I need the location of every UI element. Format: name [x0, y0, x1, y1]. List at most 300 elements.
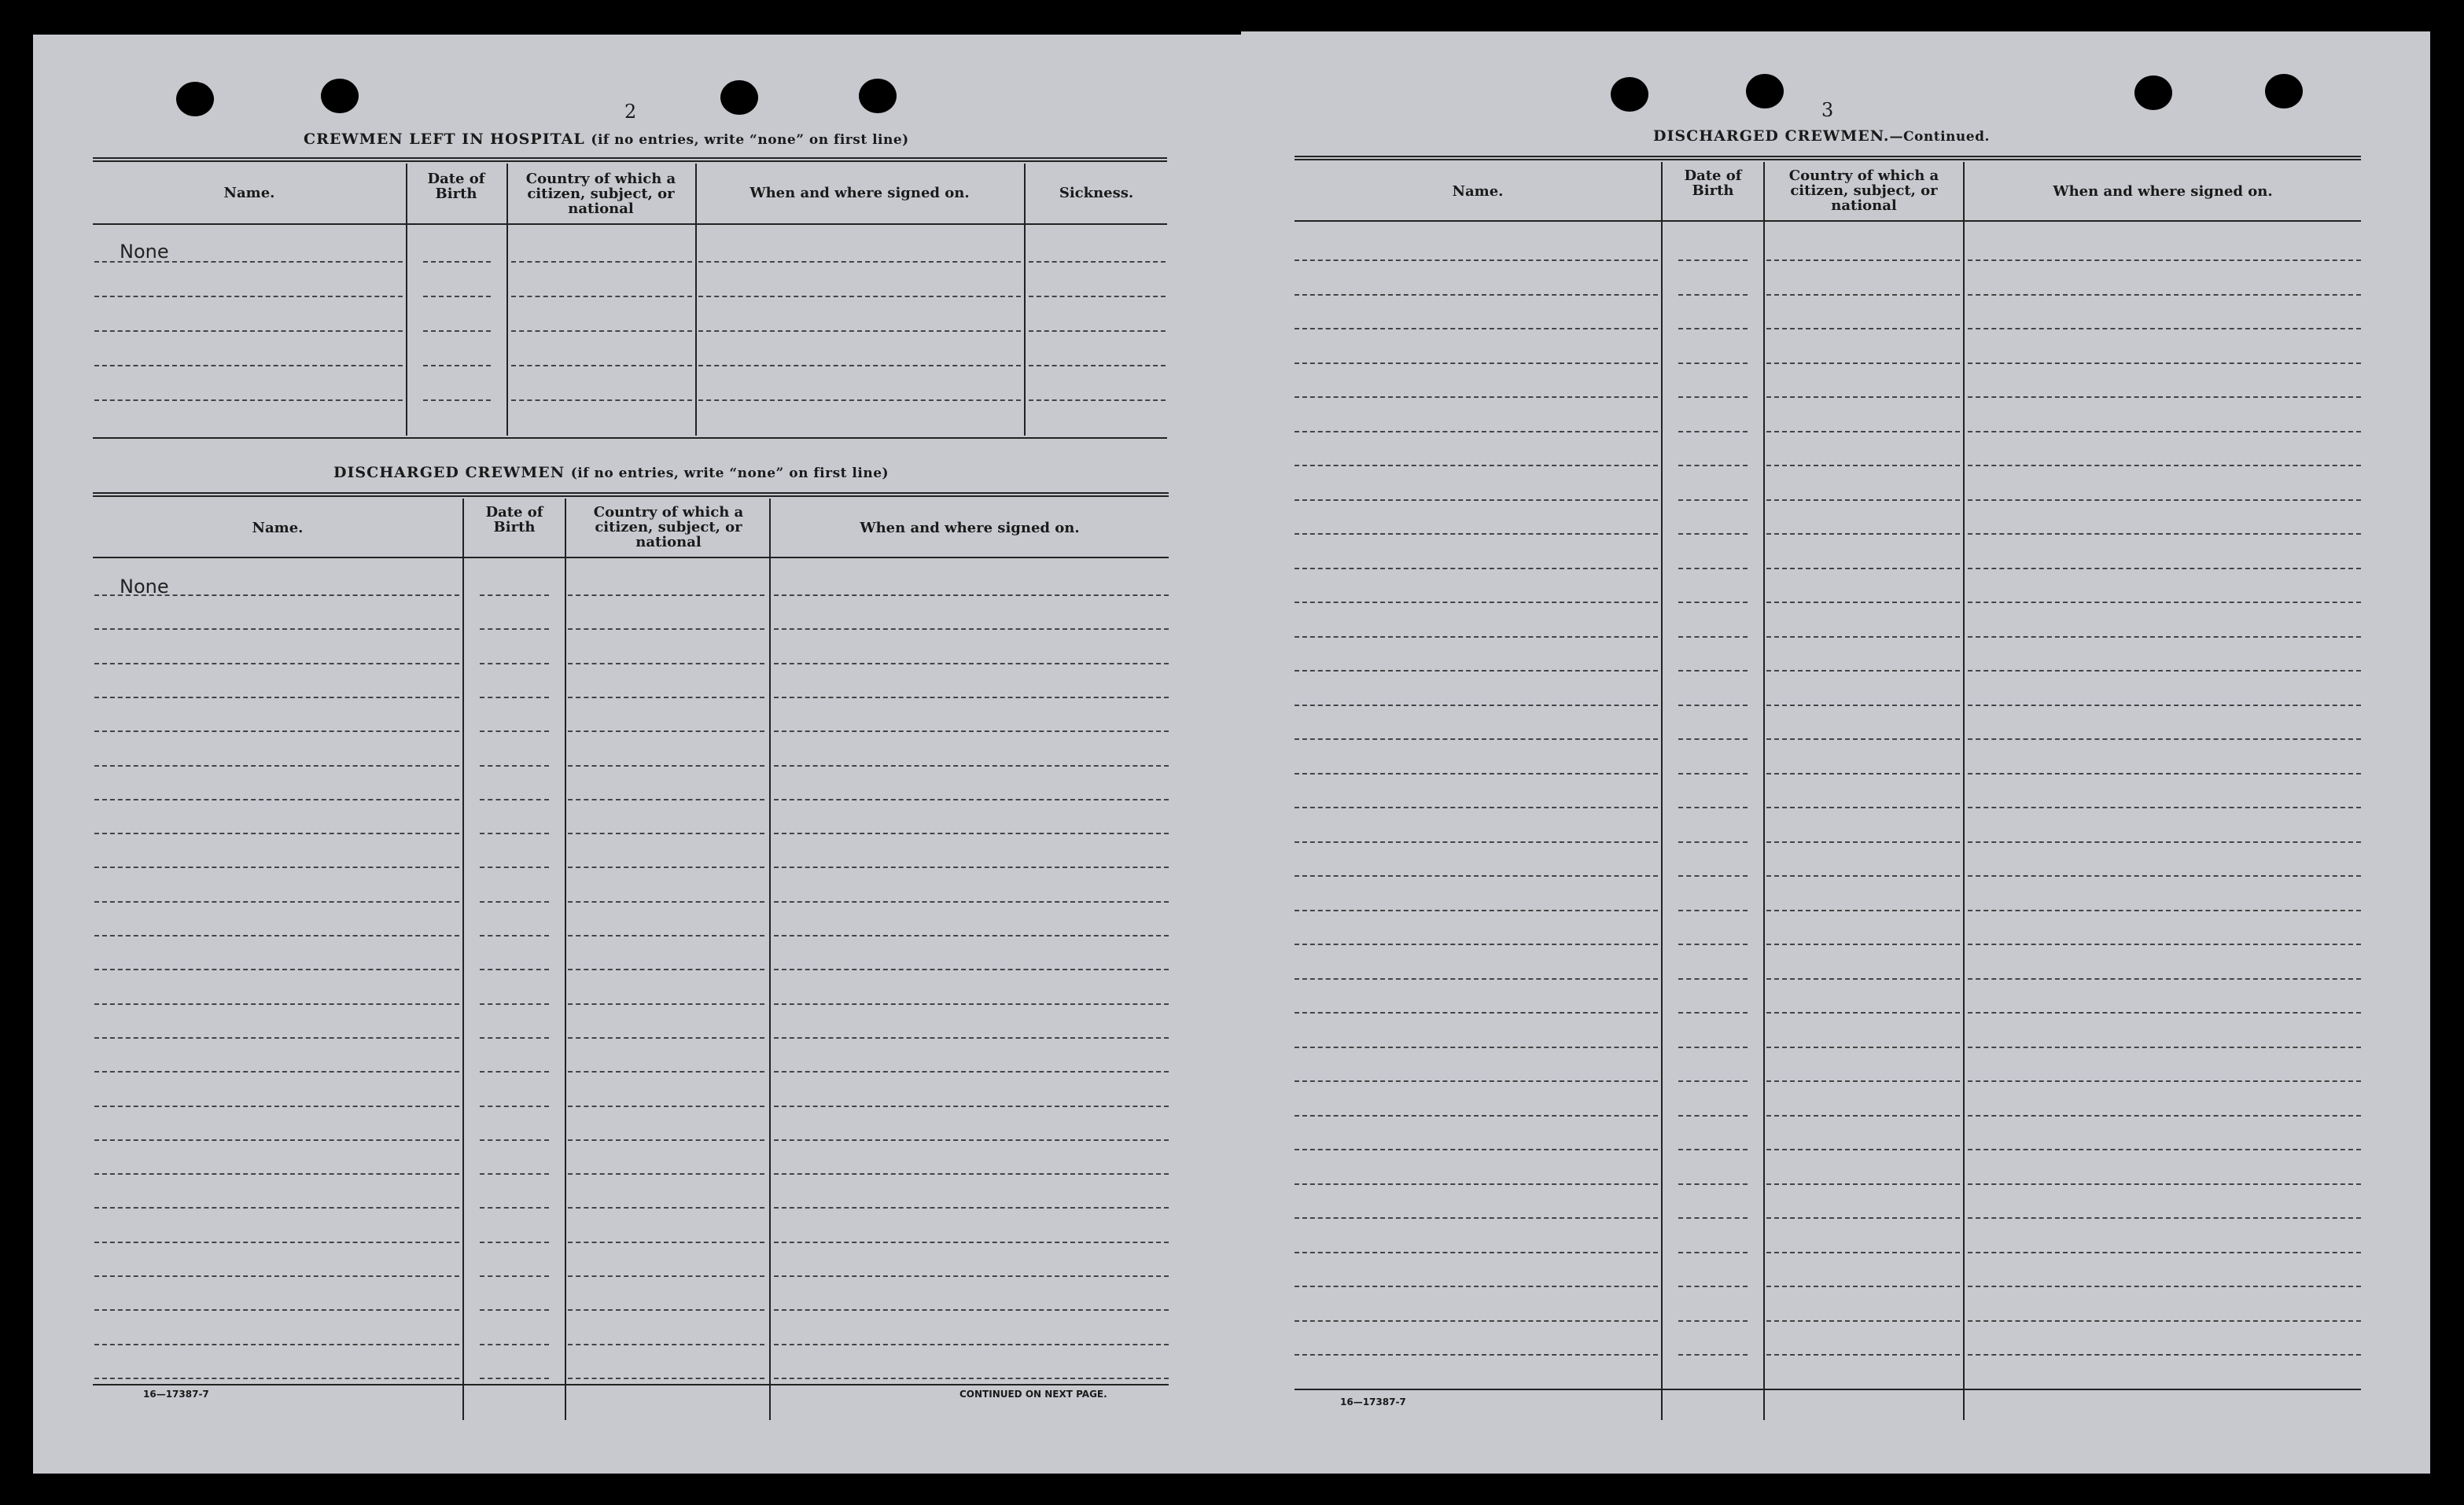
ruled-line — [94, 365, 403, 366]
col-header-dob: Date of Birth — [1684, 167, 1742, 199]
col-header-when-where: When and where signed on. — [860, 520, 1080, 536]
hospital-bottom-rule — [93, 437, 1167, 439]
ruled-line — [480, 697, 549, 698]
ruled-line — [94, 296, 403, 297]
ruled-line — [480, 663, 549, 664]
ruled-line — [1766, 773, 1960, 775]
ruled-line — [1295, 1149, 1658, 1150]
ruled-line — [774, 1275, 1169, 1277]
ruled-line — [774, 1003, 1169, 1005]
ruled-line — [1678, 910, 1748, 911]
ruled-line — [698, 296, 1021, 297]
continued-top-rule — [1295, 156, 2361, 160]
ruled-line — [480, 1173, 549, 1175]
ruled-line — [94, 867, 459, 868]
continued-title-text: DISCHARGED CREWMEN. — [1653, 127, 1890, 145]
ruled-line — [1678, 1354, 1748, 1356]
ruled-line — [94, 1242, 459, 1243]
ruled-line — [1766, 1115, 1960, 1117]
ruled-line — [1766, 944, 1960, 945]
ruled-line — [480, 1378, 549, 1379]
ruled-line — [1968, 944, 2361, 945]
ruled-line — [1295, 1354, 1658, 1356]
ruled-line — [698, 261, 1021, 263]
ruled-line — [480, 867, 549, 868]
ruled-line — [94, 1106, 459, 1107]
ruled-line — [1295, 259, 1658, 261]
ruled-line — [1295, 1320, 1658, 1322]
ruled-line — [1678, 328, 1748, 329]
punch-hole — [720, 80, 758, 115]
ruled-line — [423, 365, 491, 366]
column-divider — [565, 499, 566, 1420]
col-header-name: Name. — [1452, 183, 1504, 200]
ruled-line — [480, 1207, 549, 1209]
ruled-line — [1766, 602, 1960, 603]
ruled-line — [1766, 1354, 1960, 1356]
ruled-line — [1678, 465, 1748, 466]
ruled-line — [480, 1275, 549, 1277]
ruled-line — [1295, 944, 1658, 945]
ruled-line — [774, 1173, 1169, 1175]
ruled-line — [94, 1309, 459, 1311]
continued-note: CONTINUED ON NEXT PAGE. — [959, 1389, 1107, 1400]
ruled-line — [774, 1344, 1169, 1345]
punch-hole — [1746, 74, 1784, 109]
ruled-line — [1766, 875, 1960, 877]
col-header-dob: Date of Birth — [485, 504, 543, 535]
ruled-line — [1295, 841, 1658, 843]
ruled-line — [774, 1378, 1169, 1379]
ruled-line — [568, 1378, 764, 1379]
ruled-line — [1295, 396, 1658, 398]
ruled-line — [1295, 738, 1658, 740]
ruled-line — [774, 1037, 1169, 1039]
ruled-line — [1766, 738, 1960, 740]
ruled-line — [1678, 1217, 1748, 1219]
ruled-line — [774, 1207, 1169, 1209]
ruled-line — [1766, 1286, 1960, 1287]
discharged-bottom-rule — [93, 1384, 1169, 1385]
column-divider — [1661, 162, 1663, 1420]
ruled-line — [1295, 568, 1658, 569]
ruled-line — [1968, 841, 2361, 843]
ruled-line — [1678, 807, 1748, 808]
ruled-line — [1766, 910, 1960, 911]
ruled-line — [480, 1037, 549, 1039]
ruled-line — [94, 969, 459, 970]
ruled-line — [1295, 1115, 1658, 1117]
ruled-line — [1968, 294, 2361, 296]
ruled-line — [1295, 1217, 1658, 1219]
ruled-line — [1766, 841, 1960, 843]
ruled-line — [480, 730, 549, 732]
ruled-line — [1295, 533, 1658, 535]
ruled-line — [511, 296, 692, 297]
ruled-line — [94, 1173, 459, 1175]
ruled-line — [1766, 1183, 1960, 1185]
ruled-line — [1678, 1286, 1748, 1287]
ruled-line — [1766, 807, 1960, 808]
ruled-line — [480, 969, 549, 970]
ruled-line — [1968, 1047, 2361, 1048]
ruled-line — [1295, 1012, 1658, 1014]
ruled-line — [1968, 328, 2361, 329]
col-header-when-where: When and where signed on. — [750, 185, 970, 201]
ruled-line — [1678, 499, 1748, 501]
continued-subtitle-text: —Continued. — [1889, 129, 1990, 145]
ruled-line — [1295, 978, 1658, 980]
ruled-line — [1766, 328, 1960, 329]
ruled-line — [94, 1003, 459, 1005]
ruled-line — [568, 1309, 764, 1311]
ruled-line — [774, 663, 1169, 664]
ruled-line — [423, 261, 491, 263]
ruled-line — [774, 1309, 1169, 1311]
ruled-line — [480, 833, 549, 834]
ruled-line — [774, 935, 1169, 936]
ruled-line — [1029, 365, 1166, 366]
ruled-line — [480, 765, 549, 767]
column-divider — [1763, 162, 1765, 1420]
ruled-line — [1678, 1252, 1748, 1253]
ruled-line — [1766, 1320, 1960, 1322]
ruled-line — [1295, 1080, 1658, 1082]
column-divider — [406, 164, 407, 436]
ruled-line — [568, 969, 764, 970]
ruled-line — [1968, 773, 2361, 775]
col-header-country: Country of which a citizen, subject, or national — [593, 504, 744, 550]
ruled-line — [480, 1106, 549, 1107]
ruled-line — [94, 399, 403, 401]
hospital-section-title — [304, 131, 909, 148]
col-header-sickness: Sickness. — [1059, 185, 1134, 201]
ruled-line — [568, 1207, 764, 1209]
ruled-line — [480, 901, 549, 903]
ruled-line — [480, 1139, 549, 1141]
ruled-line — [568, 1071, 764, 1073]
ruled-line — [1968, 1252, 2361, 1253]
column-divider — [506, 164, 508, 436]
form-number: 16—17387-7 — [143, 1389, 209, 1400]
ruled-line — [568, 1003, 764, 1005]
ruled-line — [1678, 1047, 1748, 1048]
ruled-line — [1968, 738, 2361, 740]
ruled-line — [1766, 533, 1960, 535]
ruled-line — [511, 399, 692, 401]
ruled-line — [1968, 1149, 2361, 1150]
ruled-line — [94, 1139, 459, 1141]
ruled-line — [774, 901, 1169, 903]
ruled-line — [1678, 1080, 1748, 1082]
ruled-line — [774, 1071, 1169, 1073]
ruled-line — [423, 330, 491, 332]
ruled-line — [1678, 841, 1748, 843]
ruled-line — [1766, 1012, 1960, 1014]
ruled-line — [480, 1344, 549, 1345]
column-divider — [1024, 164, 1026, 436]
ruled-line — [423, 296, 491, 297]
discharged-header-rule — [93, 557, 1169, 558]
ruled-line — [568, 1173, 764, 1175]
ruled-line — [1968, 978, 2361, 980]
ruled-line — [94, 628, 459, 630]
ruled-line — [1766, 499, 1960, 501]
ruled-line — [774, 594, 1169, 596]
ruled-line — [1766, 1252, 1960, 1253]
ruled-line — [1766, 1217, 1960, 1219]
ruled-line — [1766, 670, 1960, 672]
ruled-line — [568, 867, 764, 868]
ruled-line — [1968, 259, 2361, 261]
ruled-line — [480, 1071, 549, 1073]
ruled-line — [1968, 1286, 2361, 1287]
ruled-line — [480, 1003, 549, 1005]
hospital-top-rule — [93, 157, 1167, 162]
ruled-line — [1295, 910, 1658, 911]
ruled-line — [1766, 705, 1960, 706]
ruled-line — [1968, 1012, 2361, 1014]
ruled-line — [1678, 431, 1748, 432]
ruled-line — [1678, 1149, 1748, 1150]
form-number: 16—17387-7 — [1340, 1396, 1406, 1407]
ruled-line — [1295, 294, 1658, 296]
continued-bottom-rule — [1295, 1389, 2361, 1390]
hospital-title-text: CREWMEN LEFT IN HOSPITAL — [304, 131, 585, 148]
ruled-line — [480, 1309, 549, 1311]
ruled-line — [1678, 602, 1748, 603]
ruled-line — [1295, 670, 1658, 672]
ruled-line — [698, 365, 1021, 366]
ruled-line — [568, 628, 764, 630]
ruled-line — [698, 399, 1021, 401]
ruled-line — [480, 935, 549, 936]
col-header-country: Country of which a citizen, subject, or national — [525, 171, 676, 217]
col-header-country: Country of which a citizen, subject, or national — [1788, 167, 1939, 214]
column-divider — [769, 499, 771, 1420]
ruled-line — [1295, 465, 1658, 466]
ruled-line — [1678, 396, 1748, 398]
hospital-header-rule — [93, 223, 1167, 225]
left-page — [33, 35, 1241, 1474]
ruled-line — [774, 867, 1169, 868]
ruled-line — [1295, 636, 1658, 638]
ruled-line — [1968, 1217, 2361, 1219]
ruled-line — [698, 330, 1021, 332]
discharged-title-text: DISCHARGED CREWMEN — [333, 464, 565, 481]
punch-hole — [1611, 77, 1648, 112]
ruled-line — [1678, 705, 1748, 706]
ruled-line — [568, 1037, 764, 1039]
ruled-line — [1968, 1183, 2361, 1185]
continued-header-rule — [1295, 220, 2361, 222]
ruled-line — [480, 628, 549, 630]
ruled-line — [1295, 499, 1658, 501]
ruled-line — [568, 663, 764, 664]
ruled-line — [1678, 362, 1748, 364]
ruled-line — [1678, 1320, 1748, 1322]
ruled-line — [568, 730, 764, 732]
ruled-line — [1968, 533, 2361, 535]
ruled-line — [423, 399, 491, 401]
ruled-line — [94, 663, 459, 664]
punch-hole — [859, 79, 897, 113]
ruled-line — [1678, 1012, 1748, 1014]
ruled-line — [1295, 807, 1658, 808]
ruled-line — [94, 799, 459, 800]
ruled-line — [1968, 670, 2361, 672]
ruled-line — [774, 799, 1169, 800]
ruled-line — [1029, 399, 1166, 401]
ruled-line — [568, 1242, 764, 1243]
ruled-line — [1766, 396, 1960, 398]
ruled-line — [94, 697, 459, 698]
ruled-line — [1295, 1286, 1658, 1287]
col-header-dob: Date of Birth — [427, 171, 485, 202]
ruled-line — [1766, 259, 1960, 261]
ruled-line — [1678, 259, 1748, 261]
ruled-line — [568, 1106, 764, 1107]
punch-hole — [321, 79, 359, 113]
ruled-line — [568, 765, 764, 767]
ruled-line — [1968, 499, 2361, 501]
ruled-line — [774, 1242, 1169, 1243]
ruled-line — [774, 730, 1169, 732]
ruled-line — [1766, 568, 1960, 569]
discharged-top-rule — [93, 492, 1169, 497]
ruled-line — [1968, 431, 2361, 432]
ruled-line — [94, 1378, 459, 1379]
col-header-name: Name. — [252, 520, 304, 536]
right-page — [1241, 31, 2430, 1474]
ruled-line — [774, 628, 1169, 630]
ruled-line — [1029, 261, 1166, 263]
ruled-line — [94, 1275, 459, 1277]
ruled-line — [1766, 636, 1960, 638]
ruled-line — [1295, 875, 1658, 877]
ruled-line — [1968, 602, 2361, 603]
ruled-line — [1678, 944, 1748, 945]
col-header-when-where: When and where signed on. — [2053, 183, 2273, 200]
ruled-line — [1968, 362, 2361, 364]
punch-hole — [2265, 74, 2303, 109]
ruled-line — [1295, 1047, 1658, 1048]
ruled-line — [1766, 465, 1960, 466]
ruled-line — [94, 330, 403, 332]
ruled-line — [1678, 294, 1748, 296]
ruled-line — [1678, 1183, 1748, 1185]
ruled-line — [511, 330, 692, 332]
ruled-line — [1295, 705, 1658, 706]
ruled-line — [94, 833, 459, 834]
ruled-line — [1678, 636, 1748, 638]
ruled-line — [774, 765, 1169, 767]
discharged-section-title — [333, 464, 889, 481]
ruled-line — [1968, 910, 2361, 911]
ruled-line — [568, 833, 764, 834]
ruled-line — [1968, 875, 2361, 877]
ruled-line — [568, 1139, 764, 1141]
ruled-line — [1766, 362, 1960, 364]
ruled-line — [94, 765, 459, 767]
ruled-line — [94, 1037, 459, 1039]
discharged-first-entry: None — [120, 576, 169, 598]
ruled-line — [1766, 294, 1960, 296]
ruled-line — [1968, 1115, 2361, 1117]
ruled-line — [1968, 1354, 2361, 1356]
ruled-line — [1678, 978, 1748, 980]
ruled-line — [1678, 568, 1748, 569]
ruled-line — [94, 935, 459, 936]
ruled-line — [1968, 568, 2361, 569]
ruled-line — [1968, 1320, 2361, 1322]
ruled-line — [1968, 465, 2361, 466]
ruled-line — [1968, 705, 2361, 706]
ruled-line — [1968, 1080, 2361, 1082]
punch-hole — [2134, 75, 2172, 110]
ruled-line — [94, 1071, 459, 1073]
ruled-line — [568, 697, 764, 698]
ruled-line — [1766, 1047, 1960, 1048]
ruled-line — [568, 1344, 764, 1345]
page-number: 2 — [624, 101, 637, 123]
ruled-line — [774, 1106, 1169, 1107]
ruled-line — [568, 1275, 764, 1277]
ruled-line — [1295, 431, 1658, 432]
ruled-line — [1295, 362, 1658, 364]
ruled-line — [511, 365, 692, 366]
ruled-line — [568, 594, 764, 596]
ruled-line — [480, 1242, 549, 1243]
discharged-continued-title — [1653, 127, 1990, 145]
ruled-line — [480, 594, 549, 596]
ruled-line — [1678, 738, 1748, 740]
column-divider — [1963, 162, 1965, 1420]
ruled-line — [774, 1139, 1169, 1141]
ruled-line — [568, 901, 764, 903]
column-divider — [462, 499, 464, 1420]
punch-hole — [176, 82, 214, 116]
ruled-line — [774, 697, 1169, 698]
ruled-line — [568, 799, 764, 800]
ruled-line — [774, 969, 1169, 970]
ruled-line — [1766, 431, 1960, 432]
ruled-line — [1295, 1252, 1658, 1253]
ruled-line — [94, 901, 459, 903]
hospital-subtitle-text: (if no entries, write “none” on first line) — [591, 132, 909, 148]
ruled-line — [511, 261, 692, 263]
ruled-line — [94, 1344, 459, 1345]
ruled-line — [1766, 1149, 1960, 1150]
ruled-line — [1029, 296, 1166, 297]
ruled-line — [1968, 807, 2361, 808]
ruled-line — [480, 799, 549, 800]
ruled-line — [1968, 396, 2361, 398]
col-header-name: Name. — [223, 185, 275, 201]
ruled-line — [94, 1207, 459, 1209]
ruled-line — [1295, 1183, 1658, 1185]
page-number: 3 — [1821, 99, 1834, 121]
ruled-line — [1678, 875, 1748, 877]
ruled-line — [1029, 330, 1166, 332]
column-divider — [695, 164, 697, 436]
ruled-line — [1295, 602, 1658, 603]
discharged-subtitle-text: (if no entries, write “none” on first line) — [570, 465, 889, 481]
ruled-line — [1766, 978, 1960, 980]
ruled-line — [1678, 1115, 1748, 1117]
ruled-line — [1678, 533, 1748, 535]
ruled-line — [568, 935, 764, 936]
